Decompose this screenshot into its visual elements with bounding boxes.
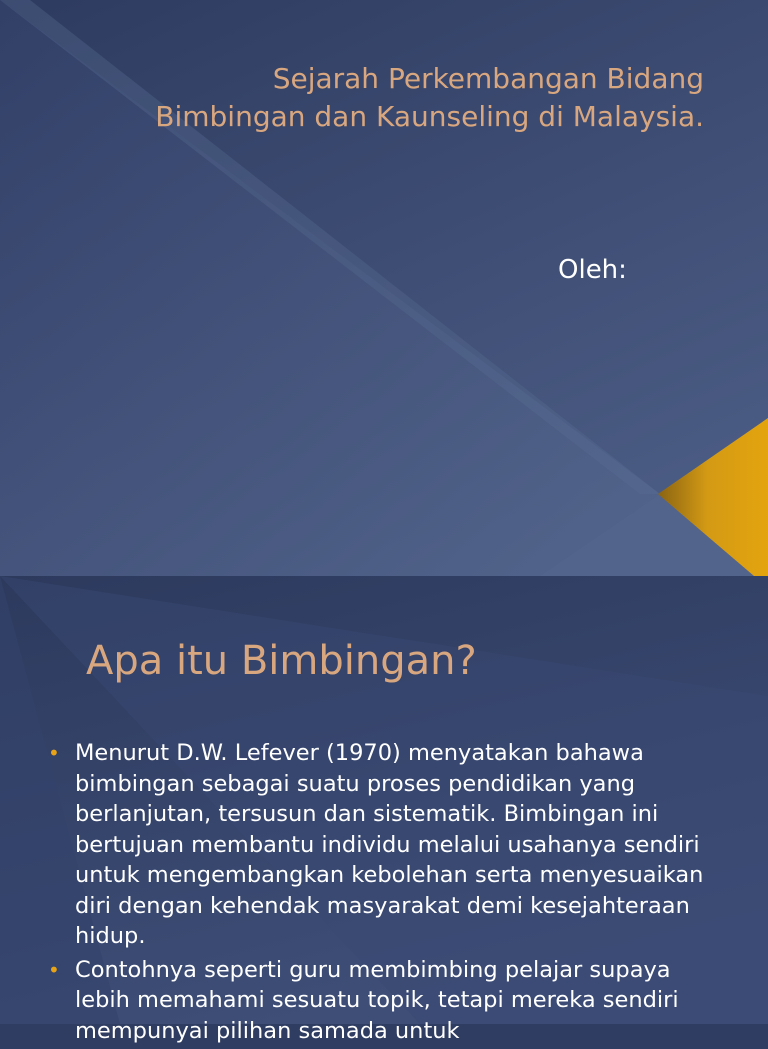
slide-title: Apa itu Bimbingan? — [86, 638, 477, 684]
bullet-item — [48, 738, 728, 952]
bullet-icon: • — [48, 957, 60, 982]
bullet-item — [48, 955, 728, 1047]
bullet-text: Menurut D.W. Lefever (1970) menyatakan bahawa bimbingan sebagai suatu proses pendidikan yang berlanjutan, tersusun dan sistematik. Bimbingan ini bertujuan membantu individu melalui usahanya sendiri untuk mengembangkan kebolehan serta menyesuaikan diri dengan kehendak masyarakat demi kesejahteraan hidup. — [75, 740, 704, 949]
slide-subtitle: Oleh: — [558, 255, 627, 285]
bullet-icon: • — [48, 741, 60, 765]
content-slide — [0, 576, 768, 1044]
bullet-text: Contohnya seperti guru membimbing pelajar supaya lebih memahami sesuatu topik, tetapi mereka sendiri mempunyai pilihan samada untuk — [75, 956, 679, 1044]
slide-title: Sejarah Perkembangan Bidang Bimbingan dan Kaunseling di Malaysia. — [155, 62, 704, 133]
bullet-list — [48, 738, 728, 1049]
